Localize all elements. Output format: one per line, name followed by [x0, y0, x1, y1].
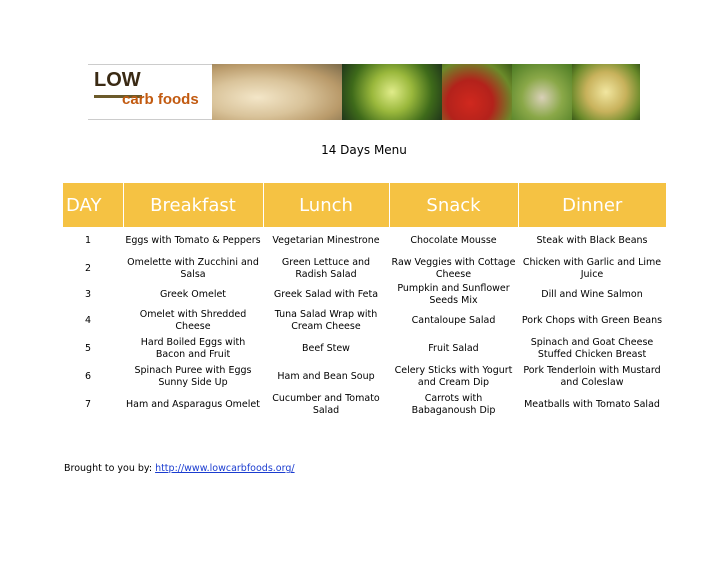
table-row — [63, 227, 666, 255]
dinner-cell: Pork Chops with Green Beans — [521, 315, 663, 326]
footer-credit — [64, 463, 295, 474]
menu-table — [63, 183, 666, 419]
brand-logo — [88, 64, 212, 120]
food-photo-strip — [212, 64, 640, 120]
table-row — [63, 335, 666, 363]
footer-prefix: Brought to you by: — [64, 463, 156, 474]
breakfast-cell: Eggs with Tomato & Peppers — [125, 235, 261, 246]
lunch-cell: Greek Salad with Feta — [273, 289, 379, 300]
day-number: 6 — [85, 371, 92, 382]
table-header-row — [63, 183, 666, 227]
snack-cell: Cantaloupe Salad — [411, 315, 496, 326]
lunch-cell: Cucumber and Tomato Salad — [272, 393, 380, 416]
logo-carb-foods-text: carb foods — [122, 91, 199, 108]
snack-cell: Fruit Salad — [428, 343, 479, 354]
header-lunch: Lunch — [263, 183, 389, 227]
logo-low-text: LOW — [94, 69, 141, 91]
breakfast-cell: Omelette with Zucchini and Salsa — [127, 257, 259, 280]
lunch-cell: Green Lettuce and Radish Salad — [281, 257, 371, 280]
dinner-cell: Steak with Black Beans — [536, 235, 648, 246]
day-number: 2 — [85, 263, 92, 274]
website-link[interactable]: http://www.lowcarbfoods.org/ — [155, 463, 295, 474]
header-banner — [88, 64, 640, 120]
lunch-cell: Beef Stew — [302, 343, 350, 354]
header-breakfast: Breakfast — [123, 183, 263, 227]
day-number: 4 — [85, 315, 92, 326]
table-row — [63, 391, 666, 419]
breakfast-cell: Omelet with Shredded Cheese — [139, 309, 247, 332]
snack-cell: Pumpkin and Sunflower Seeds Mix — [397, 283, 510, 306]
dinner-cell: Meatballs with Tomato Salad — [524, 399, 660, 410]
day-number: 1 — [85, 235, 92, 246]
table-row — [63, 363, 666, 391]
day-number: 3 — [85, 289, 92, 300]
salad-photo — [512, 64, 572, 120]
table-row — [63, 307, 666, 335]
breakfast-cell: Greek Omelet — [159, 289, 227, 300]
table-row — [63, 283, 666, 307]
dinner-cell: Chicken with Garlic and Lime Juice — [522, 257, 662, 280]
snack-cell: Carrots with Babaganoush Dip — [411, 393, 496, 416]
tortellini-photo — [572, 64, 640, 120]
header-day: DAY — [63, 183, 123, 227]
dinner-cell: Dill and Wine Salmon — [541, 289, 643, 300]
avocado-photo — [342, 64, 442, 120]
header-dinner: Dinner — [518, 183, 666, 227]
table-row — [63, 255, 666, 283]
lunch-cell: Tuna Salad Wrap with Cream Cheese — [274, 309, 378, 332]
breakfast-cell: Ham and Asparagus Omelet — [126, 399, 260, 410]
snack-cell: Raw Veggies with Cottage Cheese — [391, 257, 516, 280]
header-snack: Snack — [389, 183, 518, 227]
snack-cell: Celery Sticks with Yogurt and Cream Dip — [394, 365, 513, 388]
dinner-cell: Pork Tenderloin with Mustard and Coleslaw — [523, 365, 661, 388]
day-number: 5 — [85, 343, 92, 354]
snack-cell: Chocolate Mousse — [410, 235, 497, 246]
dinner-cell: Spinach and Goat Cheese Stuffed Chicken Breast — [530, 337, 654, 360]
lunch-cell: Ham and Bean Soup — [277, 371, 375, 382]
day-number: 7 — [85, 399, 92, 410]
breakfast-cell: Hard Boiled Eggs with Bacon and Fruit — [140, 337, 246, 360]
lunch-cell: Vegetarian Minestrone — [272, 235, 380, 246]
tomato-photo — [442, 64, 512, 120]
breakfast-cell: Spinach Puree with Eggs Sunny Side Up — [134, 365, 252, 388]
mushroom-photo — [212, 64, 342, 120]
page-title: 14 Days Menu — [321, 143, 407, 157]
